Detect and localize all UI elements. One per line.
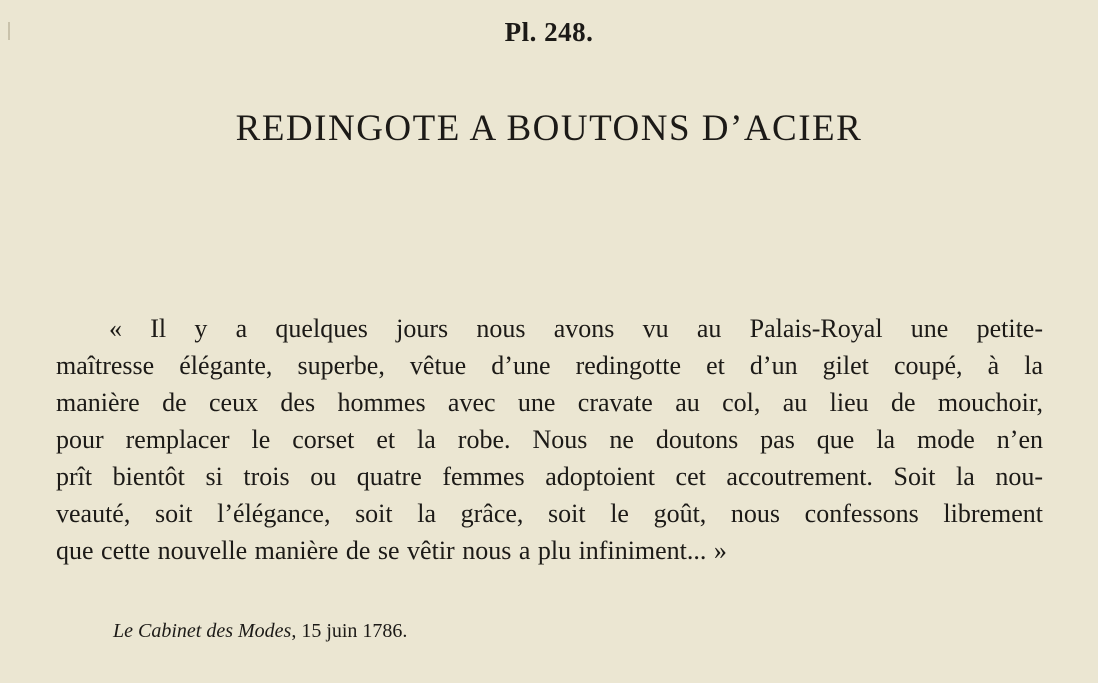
quote-block — [56, 310, 1043, 569]
citation-source: Le Cabinet des Modes — [113, 620, 292, 642]
quote-line: manière de ceux des hommes avec une cravate au col, au lieu de mouchoir, — [56, 388, 1043, 417]
quote-line: que cette nouvelle manière de se vêtir nous a plu infiniment... » — [56, 536, 727, 565]
page-title: REDINGOTE A BOUTONS D’ACIER — [235, 108, 863, 149]
citation-date: , 15 juin 1786. — [291, 620, 408, 642]
quote-line: veauté, soit l’élégance, soit la grâce, soit le goût, nous confessons librement — [56, 499, 1043, 528]
quote-line: « Il y a quelques jours nous avons vu au Palais-Royal une petite- — [109, 314, 1043, 343]
quote-line: pour remplacer le corset et la robe. Nous ne doutons pas que la mode n’en — [56, 425, 1043, 454]
quote-line: prît bientôt si trois ou quatre femmes adoptoient cet accoutrement. Soit la nou- — [56, 462, 1043, 491]
citation — [113, 620, 407, 643]
quote-line: maîtresse élégante, superbe, vêtue d’une redingotte et d’un gilet coupé, à la — [56, 351, 1043, 380]
plate-number: Pl. 248. — [504, 17, 594, 47]
